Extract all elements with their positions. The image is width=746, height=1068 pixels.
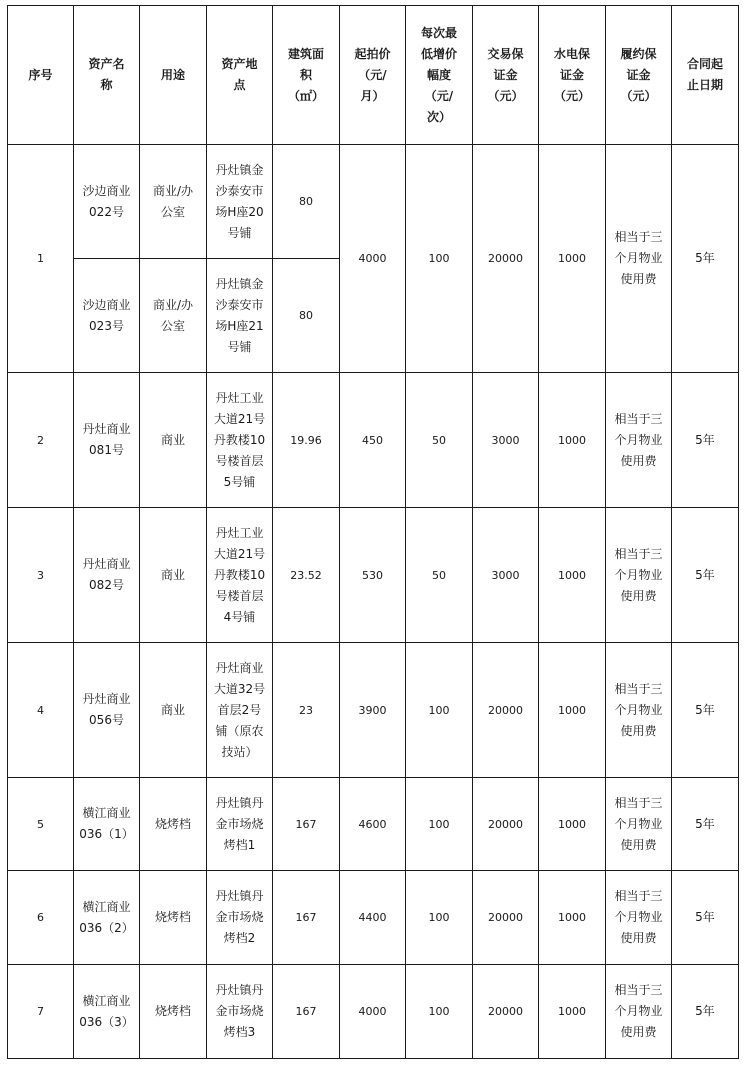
header-use: 用途 [140, 6, 207, 145]
asset-auction-table [7, 5, 739, 1059]
cell-location: 丹灶镇金 沙泰安市 场H座20 号铺 [207, 145, 273, 259]
cell-utility: 1000 [539, 508, 606, 643]
header-location: 资产地 点 [207, 6, 273, 145]
cell-term: 5年 [672, 778, 739, 871]
cell-area: 23 [273, 643, 340, 778]
cell-term: 5年 [672, 871, 739, 965]
cell-location: 丹灶商业 大道32号 首层2号 铺（原农 技站） [207, 643, 273, 778]
cell-start-price: 450 [340, 373, 406, 508]
cell-name: 横江商业 036（3） [74, 965, 140, 1059]
header-area: 建筑面 积 （㎡） [273, 6, 340, 145]
header-seq: 序号 [8, 6, 74, 145]
cell-use: 烧烤档 [140, 965, 207, 1059]
cell-increment: 100 [406, 965, 473, 1059]
cell-seq: 4 [8, 643, 74, 778]
cell-seq: 6 [8, 871, 74, 965]
cell-performance: 相当于三 个月物业 使用费 [606, 508, 672, 643]
cell-term: 5年 [672, 373, 739, 508]
cell-use: 商业/办 公室 [140, 259, 207, 373]
cell-increment: 100 [406, 643, 473, 778]
table-row [8, 965, 739, 1059]
cell-name: 丹灶商业 081号 [74, 373, 140, 508]
cell-start-price: 4400 [340, 871, 406, 965]
cell-use: 商业 [140, 508, 207, 643]
cell-deposit: 3000 [473, 508, 539, 643]
table-row [8, 145, 739, 259]
cell-deposit: 20000 [473, 965, 539, 1059]
cell-start-price: 4000 [340, 965, 406, 1059]
cell-increment: 100 [406, 871, 473, 965]
cell-start-price: 4600 [340, 778, 406, 871]
cell-performance: 相当于三 个月物业 使用费 [606, 145, 672, 373]
cell-term: 5年 [672, 145, 739, 373]
cell-name: 沙边商业 023号 [74, 259, 140, 373]
header-deposit: 交易保 证金 （元） [473, 6, 539, 145]
cell-area: 167 [273, 965, 340, 1059]
cell-area: 19.96 [273, 373, 340, 508]
cell-location: 丹灶工业 大道21号 丹教楼10 号楼首层 4号铺 [207, 508, 273, 643]
cell-use: 商业/办 公室 [140, 145, 207, 259]
cell-deposit: 20000 [473, 778, 539, 871]
cell-area: 23.52 [273, 508, 340, 643]
cell-utility: 1000 [539, 871, 606, 965]
cell-performance: 相当于三 个月物业 使用费 [606, 373, 672, 508]
cell-utility: 1000 [539, 145, 606, 373]
cell-deposit: 20000 [473, 643, 539, 778]
cell-name: 丹灶商业 082号 [74, 508, 140, 643]
cell-name: 丹灶商业 056号 [74, 643, 140, 778]
cell-use: 烧烤档 [140, 778, 207, 871]
header-increment: 每次最 低增价 幅度 （元/ 次） [406, 6, 473, 145]
cell-area: 167 [273, 871, 340, 965]
cell-seq: 3 [8, 508, 74, 643]
cell-term: 5年 [672, 643, 739, 778]
cell-area: 167 [273, 778, 340, 871]
cell-seq: 2 [8, 373, 74, 508]
cell-increment: 50 [406, 373, 473, 508]
cell-name: 沙边商业 022号 [74, 145, 140, 259]
cell-name: 横江商业 036（1） [74, 778, 140, 871]
cell-term: 5年 [672, 965, 739, 1059]
cell-area: 80 [273, 259, 340, 373]
cell-deposit: 3000 [473, 373, 539, 508]
cell-location: 丹灶镇丹 金市场烧 烤档1 [207, 778, 273, 871]
header-start-price: 起拍价 （元/ 月） [340, 6, 406, 145]
cell-location: 丹灶镇丹 金市场烧 烤档2 [207, 871, 273, 965]
cell-increment: 100 [406, 778, 473, 871]
cell-term: 5年 [672, 508, 739, 643]
header-name: 资产名 称 [74, 6, 140, 145]
cell-utility: 1000 [539, 965, 606, 1059]
cell-use: 商业 [140, 643, 207, 778]
header-performance: 履约保 证金 （元） [606, 6, 672, 145]
table-row [8, 871, 739, 965]
cell-area: 80 [273, 145, 340, 259]
cell-start-price: 530 [340, 508, 406, 643]
cell-increment: 100 [406, 145, 473, 373]
cell-start-price: 3900 [340, 643, 406, 778]
header-term: 合同起 止日期 [672, 6, 739, 145]
cell-utility: 1000 [539, 778, 606, 871]
cell-deposit: 20000 [473, 871, 539, 965]
cell-location: 丹灶镇丹 金市场烧 烤档3 [207, 965, 273, 1059]
cell-seq: 5 [8, 778, 74, 871]
cell-seq: 1 [8, 145, 74, 373]
cell-performance: 相当于三 个月物业 使用费 [606, 871, 672, 965]
table-row [8, 778, 739, 871]
cell-utility: 1000 [539, 373, 606, 508]
cell-performance: 相当于三 个月物业 使用费 [606, 778, 672, 871]
cell-name: 横江商业 036（2） [74, 871, 140, 965]
cell-location: 丹灶镇金 沙泰安市 场H座21 号铺 [207, 259, 273, 373]
cell-utility: 1000 [539, 643, 606, 778]
cell-start-price: 4000 [340, 145, 406, 373]
table-row [8, 643, 739, 778]
cell-performance: 相当于三 个月物业 使用费 [606, 965, 672, 1059]
cell-performance: 相当于三 个月物业 使用费 [606, 643, 672, 778]
cell-location: 丹灶工业 大道21号 丹教楼10 号楼首层 5号铺 [207, 373, 273, 508]
table-row [8, 508, 739, 643]
cell-seq: 7 [8, 965, 74, 1059]
header-utility: 水电保 证金 （元） [539, 6, 606, 145]
cell-use: 商业 [140, 373, 207, 508]
table-row [8, 373, 739, 508]
header-row [8, 6, 739, 145]
cell-use: 烧烤档 [140, 871, 207, 965]
cell-deposit: 20000 [473, 145, 539, 373]
cell-increment: 50 [406, 508, 473, 643]
